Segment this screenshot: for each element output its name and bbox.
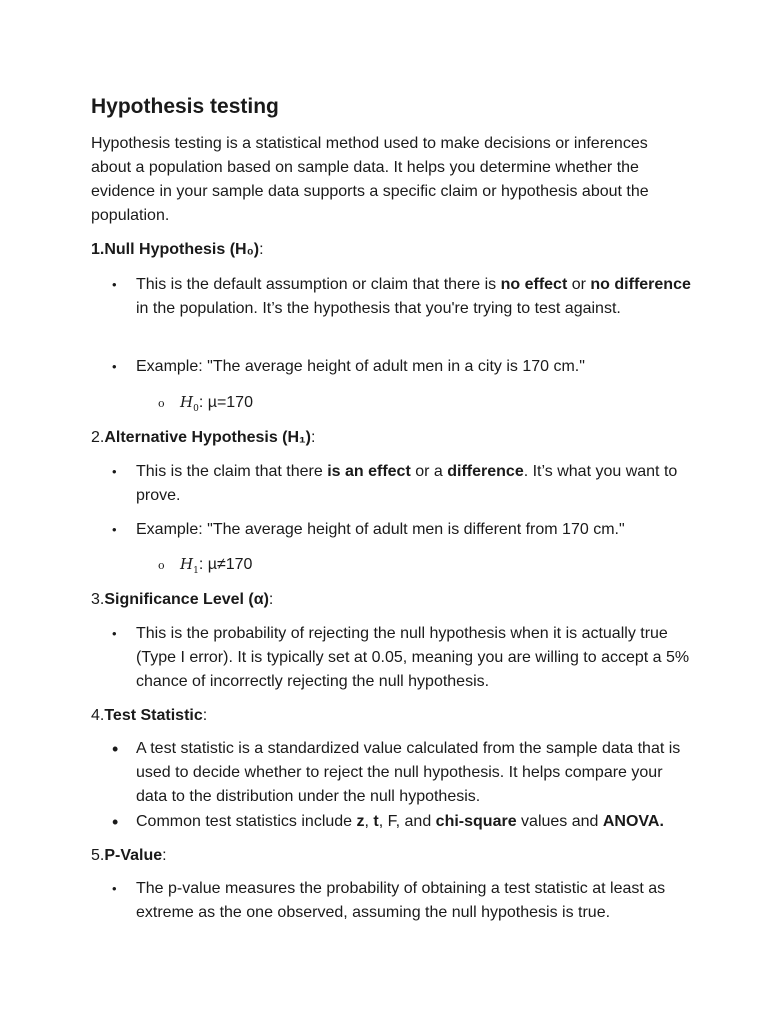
intro-paragraph: Hypothesis testing is a statistical method used to make decisions or inferences about a population based on sample data. It helps you determine whether the evidence in your sample data supports a specific claim or hypothesis about the population. bbox=[91, 135, 649, 224]
alt-bullet-1: This is the claim that there is an effect or a difference. It’s what you want to prove. bbox=[136, 463, 678, 504]
null-bullet-2: Example: "The average height of adult men in a city is 170 cm." bbox=[136, 358, 585, 375]
alt-formula bbox=[158, 552, 252, 583]
page-title: Hypothesis testing bbox=[91, 95, 279, 118]
formula-variable: $H_0$ bbox=[180, 393, 199, 414]
null-formula bbox=[158, 390, 253, 421]
sub-bullet-icon: o bbox=[158, 397, 165, 410]
pval-bullet-1: The p-value measures the probability of obtaining a test statistic at least as extreme as the one observed, assuming the null hypothesis is true. bbox=[136, 880, 666, 921]
bullet-icon: • bbox=[112, 522, 117, 537]
bullet-icon: • bbox=[112, 277, 117, 292]
bullet-icon: • bbox=[112, 464, 117, 479]
formula-text: : µ=170 bbox=[198, 394, 253, 411]
sig-bullet-1: This is the probability of rejecting the null hypothesis when it is actually true (Type I error). It is typically set at 0.05, meaning you are willing to accept a 5% chance of incorrectly rejecting the null hypothesis. bbox=[136, 625, 690, 690]
section-null-heading: 1.Null Hypothesis (H₀): bbox=[91, 241, 264, 258]
bullet-icon: • bbox=[112, 812, 119, 832]
bullet-icon: • bbox=[112, 739, 119, 759]
section-sig-heading: 3.Significance Level (α): bbox=[91, 591, 274, 608]
test-bullet-2: Common test statistics include z, t, F, and chi-square values and ANOVA. bbox=[136, 813, 664, 830]
formula-variable: $H_1$ bbox=[180, 555, 199, 576]
bullet-icon: • bbox=[112, 359, 117, 374]
sub-bullet-icon: o bbox=[158, 559, 165, 572]
bullet-icon: • bbox=[112, 881, 117, 896]
null-bullet-1: This is the default assumption or claim that there is no effect or no difference in the population. It’s the hypothesis that you're trying to test against. bbox=[136, 276, 691, 317]
section-alt-heading: 2.Alternative Hypothesis (H₁): bbox=[91, 429, 316, 446]
formula-text: : µ≠170 bbox=[198, 556, 253, 573]
bullet-icon: • bbox=[112, 626, 117, 641]
alt-bullet-2: Example: "The average height of adult men is different from 170 cm." bbox=[136, 521, 625, 538]
test-bullet-1: A test statistic is a standardized value calculated from the sample data that is used to decide whether to reject the null hypothesis. It helps compare your data to the distribution under the null hypothesis. bbox=[136, 740, 681, 805]
section-test-heading: 4.Test Statistic: bbox=[91, 707, 208, 724]
section-pval-heading: 5.P-Value: bbox=[91, 847, 167, 864]
